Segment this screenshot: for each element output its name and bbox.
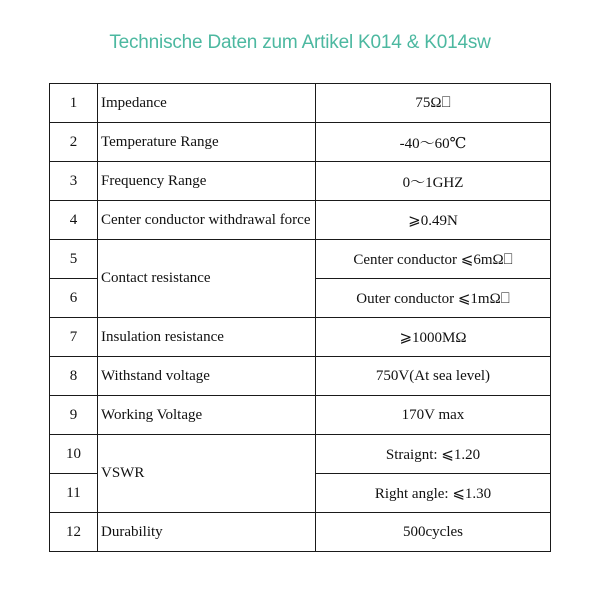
row-number: 9 bbox=[50, 396, 98, 435]
parameter-value: 75Ω⎕ bbox=[316, 84, 551, 123]
table-row bbox=[50, 162, 551, 201]
parameter-value: 0～1GHZ bbox=[316, 162, 551, 201]
parameter-name: VSWR bbox=[98, 435, 316, 513]
parameter-value: 750V(At sea level) bbox=[316, 357, 551, 396]
parameter-value: Right angle: ⩽1.30 bbox=[316, 474, 551, 513]
parameter-name: Durability bbox=[98, 513, 316, 552]
parameter-name: Withstand voltage bbox=[98, 357, 316, 396]
parameter-name: Working Voltage bbox=[98, 396, 316, 435]
spec-table bbox=[49, 83, 551, 552]
row-number: 10 bbox=[50, 435, 98, 474]
parameter-name: Temperature Range bbox=[98, 123, 316, 162]
table-row bbox=[50, 123, 551, 162]
parameter-name: Center conductor withdrawal force bbox=[98, 201, 316, 240]
row-number: 5 bbox=[50, 240, 98, 279]
parameter-name: Insulation resistance bbox=[98, 318, 316, 357]
table-row bbox=[50, 84, 551, 123]
row-number: 1 bbox=[50, 84, 98, 123]
row-number: 4 bbox=[50, 201, 98, 240]
table-row bbox=[50, 396, 551, 435]
parameter-value: ⩾0.49N bbox=[316, 201, 551, 240]
table-row bbox=[50, 435, 551, 474]
parameter-value: Straignt: ⩽1.20 bbox=[316, 435, 551, 474]
parameter-value: 500cycles bbox=[316, 513, 551, 552]
table-row bbox=[50, 513, 551, 552]
row-number: 6 bbox=[50, 279, 98, 318]
parameter-value: 170V max bbox=[316, 396, 551, 435]
parameter-value: Outer conductor ⩽1mΩ⎕ bbox=[316, 279, 551, 318]
page-title: Technische Daten zum Artikel K014 & K014sw bbox=[109, 32, 491, 53]
table-row bbox=[50, 318, 551, 357]
parameter-name: Frequency Range bbox=[98, 162, 316, 201]
row-number: 8 bbox=[50, 357, 98, 396]
row-number: 2 bbox=[50, 123, 98, 162]
table-row bbox=[50, 357, 551, 396]
parameter-name: Contact resistance bbox=[98, 240, 316, 318]
parameter-name: Impedance bbox=[98, 84, 316, 123]
table-row bbox=[50, 201, 551, 240]
parameter-value: ⩾1000MΩ bbox=[316, 318, 551, 357]
parameter-value: -40～60℃ bbox=[316, 123, 551, 162]
table-row bbox=[50, 240, 551, 279]
row-number: 12 bbox=[50, 513, 98, 552]
row-number: 3 bbox=[50, 162, 98, 201]
row-number: 7 bbox=[50, 318, 98, 357]
row-number: 11 bbox=[50, 474, 98, 513]
parameter-value: Center conductor ⩽6mΩ⎕ bbox=[316, 240, 551, 279]
